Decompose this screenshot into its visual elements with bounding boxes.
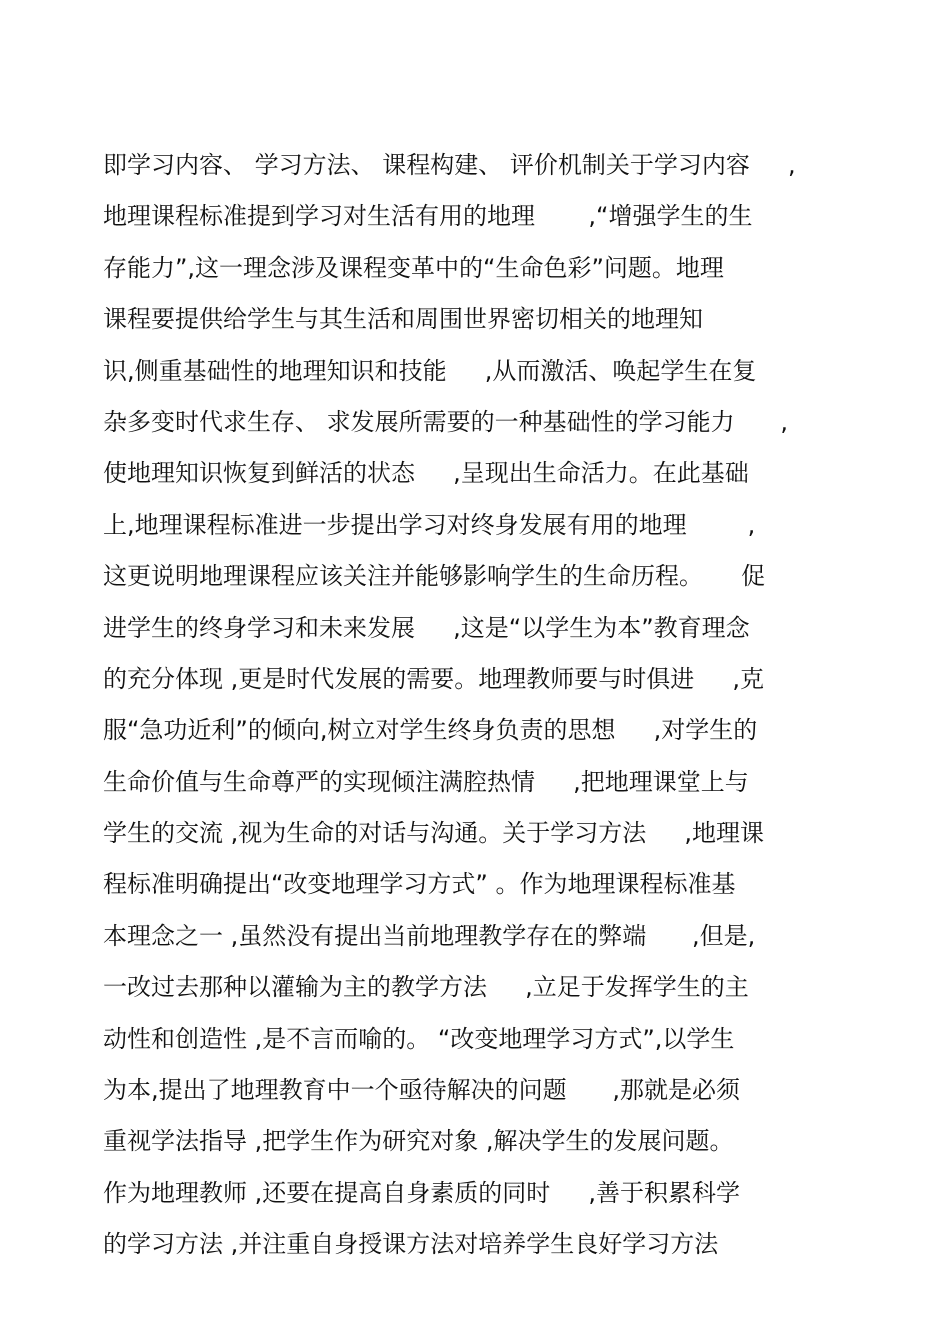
text-line: 为本,提出了地理教育中一个亟待解决的问题 ,那就是必须 bbox=[103, 1076, 741, 1105]
text-line: 的学习方法 ,并注重自身授课方法对培养学生良好学习方法 bbox=[103, 1230, 719, 1259]
text-line: 识,侧重基础性的地理知识和技能 ,从而激活、唤起学生在复 bbox=[103, 356, 757, 385]
text-line: 即学习内容、 学习方法、 课程构建、 评价机制关于学习内容 , bbox=[103, 151, 796, 179]
text-line: 作为地理教师 ,还要在提高自身素质的同时 ,善于积累科学 bbox=[103, 1178, 741, 1207]
text-line: 重视学法指导 ,把学生作为研究对象 ,解决学生的发展问题。 bbox=[103, 1127, 734, 1156]
text-line: 的充分体现 ,更是时代发展的需要。地理教师要与时俱进 ,克 bbox=[103, 664, 765, 693]
text-line: 一改过去那种以灌输为主的教学方法 ,立足于发挥学生的主 bbox=[103, 973, 749, 1002]
text-line: 上,地理课程标准进一步提出学习对终身发展有用的地理 , bbox=[103, 510, 756, 539]
text-line: 学生的交流 ,视为生命的对话与沟通。关于学习方法 ,地理课 bbox=[103, 819, 765, 848]
text-line: 生命价值与生命尊严的实现倾注满腔热情 ,把地理课堂上与 bbox=[103, 767, 749, 796]
text-line: 存能力”,这一理念涉及课程变革中的“生命色彩”问题。地理 bbox=[103, 253, 724, 282]
text-line: 课程要提供给学生与其生活和周围世界密切相关的地理知 bbox=[103, 305, 703, 334]
text-line: 动性和创造性 ,是不言而喻的。 “改变地理学习方式”,以学生 bbox=[103, 1024, 735, 1053]
text-line: 服“急功近利”的倾向,树立对学生终身负责的思想 ,对学生的 bbox=[103, 716, 758, 745]
text-line: 进学生的终身学习和未来发展 ,这是“以学生为本”教育理念 bbox=[103, 613, 750, 642]
text-line: 这更说明地理课程应该关注并能够影响学生的生命历程。 促 bbox=[103, 562, 766, 591]
text-line: 本理念之一 ,虽然没有提出当前地理教学存在的弊端 ,但是, bbox=[103, 921, 756, 950]
text-line: 使地理知识恢复到鲜活的状态 ,呈现出生命活力。在此基础 bbox=[103, 459, 749, 488]
text-line: 地理课程标准提到学习对生活有用的地理 ,“增强学生的生 bbox=[103, 202, 753, 231]
body-text bbox=[103, 140, 863, 1271]
text-line: 杂多变时代求生存、 求发展所需要的一种基础性的学习能力 , bbox=[103, 407, 789, 436]
text-line: 程标准明确提出“改变地理学习方式” 。作为地理课程标准基 bbox=[103, 870, 736, 899]
